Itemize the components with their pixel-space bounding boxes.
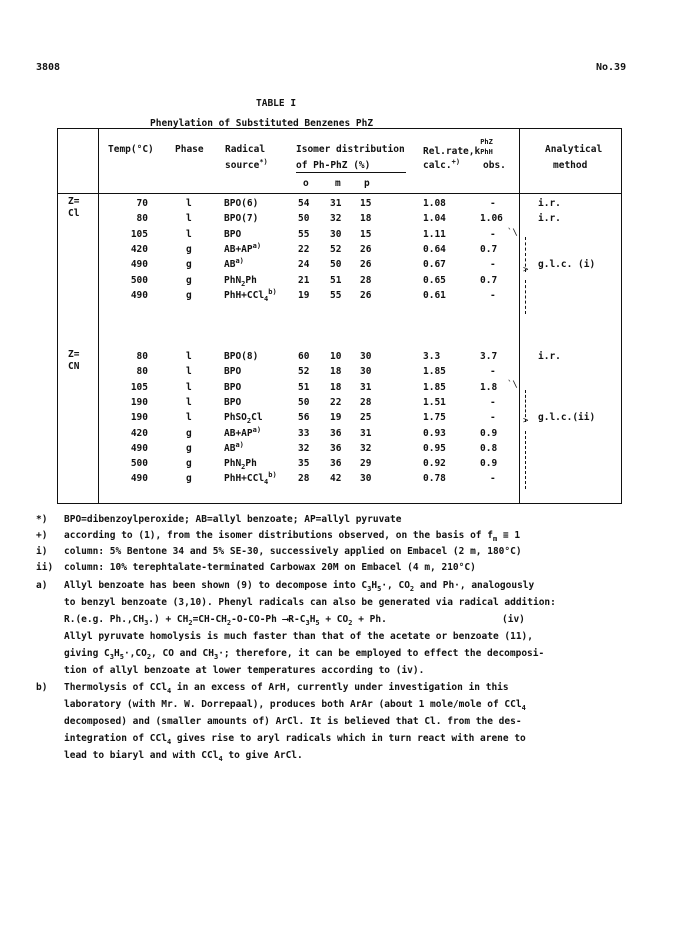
group-cl-label-2: Cl — [68, 208, 80, 219]
cell-calc: 1.75 — [423, 412, 446, 424]
cell-phase: l — [186, 351, 192, 362]
header-obs: obs. — [483, 160, 506, 171]
cell-phase: g — [186, 442, 192, 454]
cell-m: 52 — [330, 243, 342, 255]
footnote-i-mark: i) — [36, 546, 48, 557]
cell-calc: 1.85 — [423, 381, 446, 393]
cell-o: 54 — [298, 198, 310, 209]
group-cl-label-1: Z= — [68, 196, 80, 207]
group-cn-label-1: Z= — [68, 349, 80, 360]
header-relrate: Rel.rate,k PhZ PhH — [423, 138, 493, 157]
cell-calc: 1.04 — [423, 213, 446, 225]
footnote-a-line6: tion of allyl benzoate at lower temperatures according to (iv). — [64, 665, 425, 676]
cell-p: 30 — [360, 351, 372, 362]
cell-o: 50 — [298, 213, 310, 225]
cell-o: 56 — [298, 412, 310, 424]
cell-obs: - — [490, 396, 496, 408]
cell-m: 30 — [330, 228, 342, 240]
cell-method: g.l.c. (i) — [538, 259, 596, 271]
cell-obs: - — [490, 289, 496, 301]
cell-calc: 1.85 — [423, 366, 446, 378]
cell-p: 32 — [360, 442, 372, 454]
cell-phase: g — [186, 274, 192, 286]
brace-top-cl: `\ — [507, 228, 518, 238]
cell-source: BPO — [224, 366, 242, 378]
cell-calc: 3.3 — [423, 351, 441, 362]
cell-source: BPO(6) — [224, 198, 259, 209]
footnote-a-line4: Allyl pyruvate homolysis is much faster than that of the acetate or benzoate (11), — [64, 631, 533, 642]
cell-phase: g — [186, 473, 192, 485]
cell-m: 36 — [330, 442, 342, 454]
cell-o: 28 — [298, 473, 310, 485]
header-isomer-2: of Ph-PhZ (%) — [296, 160, 371, 171]
group-cn-label-2: CN — [68, 361, 80, 372]
cell-obs: 0.9 — [480, 458, 498, 470]
cell-p: 28 — [360, 274, 372, 286]
footnote-b-line3: decomposed) and (smaller amounts of) ArCl. It is believed that Cl. from the des- — [64, 716, 522, 727]
cell-source: PhH+CCl$_4^{b)}$ — [224, 287, 277, 303]
cell-obs: 0.7 — [480, 243, 498, 255]
cell-obs: - — [490, 473, 496, 485]
cell-m: 18 — [330, 381, 342, 393]
cell-method: g.l.c.(ii) — [538, 412, 596, 424]
brace-lower-cn — [525, 431, 526, 489]
cell-o: 55 — [298, 228, 310, 240]
cell-calc: 1.51 — [423, 396, 446, 408]
footnote-ii-text: column: 10% terephtalate-terminated Carbowax 20M on Embacel (4 m, 210°C) — [64, 562, 476, 573]
cell-p: 30 — [360, 473, 372, 485]
footnote-a-line5: giving $C_3H_5\cdot,CO_2$, CO and $CH_3\cdot$; therefore, it can be employed to effect the decomposi- — [64, 648, 545, 661]
cell-calc: 0.67 — [423, 259, 446, 271]
cell-temp: 490 — [130, 442, 148, 454]
cell-o: 32 — [298, 442, 310, 454]
brace-top-cn: `\ — [507, 380, 518, 390]
cell-phase: l — [186, 213, 192, 225]
footnote-a-equation-tag: (iv) — [502, 614, 525, 625]
cell-obs: 0.8 — [480, 442, 498, 454]
cell-calc: 0.95 — [423, 442, 446, 454]
cell-phase: g — [186, 243, 192, 255]
brace-mid-cn: > — [523, 416, 529, 426]
cell-temp: 70 — [136, 198, 148, 209]
cell-phase: l — [186, 381, 192, 393]
cell-temp: 500 — [130, 274, 148, 286]
cell-o: 35 — [298, 458, 310, 470]
cell-o: 50 — [298, 396, 310, 408]
cell-m: 32 — [330, 213, 342, 225]
footnote-star-mark: *) — [36, 514, 48, 525]
cell-source: BPO — [224, 396, 242, 408]
cell-p: 26 — [360, 289, 372, 301]
cell-m: 10 — [330, 351, 342, 362]
footnote-i-text: column: 5% Bentone 34 and 5% SE-30, successively applied on Embacel (2 m, 180°C) — [64, 546, 522, 557]
page-number: 3808 — [36, 62, 61, 73]
cell-temp: 190 — [130, 396, 148, 408]
cell-temp: 420 — [130, 243, 148, 255]
cell-calc: 0.78 — [423, 473, 446, 485]
footnote-b-line5: lead to biaryl and with CCl$_4$ to give ArCl. — [64, 750, 303, 763]
footnote-b-line2: laboratory (with Mr. W. Dorrepaal), produces both ArAr (about 1 mole/mole of CCl$_4$ — [64, 699, 526, 712]
cell-source: AB$^{a)}$ — [224, 440, 244, 454]
cell-p: 26 — [360, 243, 372, 255]
footnote-star-text: BPO=dibenzoylperoxide; AB=allyl benzoate; AP=allyl pyruvate — [64, 514, 402, 525]
cell-phase: g — [186, 458, 192, 470]
cell-temp: 190 — [130, 412, 148, 424]
footnote-ii-mark: ii) — [36, 562, 54, 573]
header-method-1: Analytical — [545, 144, 603, 155]
cell-temp: 490 — [130, 289, 148, 301]
cell-calc: 0.65 — [423, 274, 446, 286]
cell-o: 60 — [298, 351, 310, 362]
cell-phase: l — [186, 412, 192, 424]
z-column-divider — [98, 128, 99, 504]
cell-obs: - — [490, 412, 496, 424]
brace-mid-cl: > — [523, 265, 529, 275]
cell-m: 50 — [330, 259, 342, 271]
cell-o: 52 — [298, 366, 310, 378]
cell-p: 29 — [360, 458, 372, 470]
cell-o: 22 — [298, 243, 310, 255]
cell-m: 36 — [330, 427, 342, 439]
header-calc: calc.+) — [423, 157, 461, 171]
cell-source: BPO(8) — [224, 351, 259, 362]
cell-m: 18 — [330, 366, 342, 378]
header-isomer-1: Isomer distribution — [296, 144, 405, 155]
cell-obs: 1.8 — [480, 381, 498, 393]
cell-source: AB$^{a)}$ — [224, 257, 244, 271]
cell-phase: l — [186, 396, 192, 408]
cell-p: 31 — [360, 381, 372, 393]
cell-method: i.r. — [538, 351, 561, 362]
cell-p: 18 — [360, 213, 372, 225]
footnote-a-line3: R.(e.g. $Ph.,CH_3.) + CH_2=CH-CH_2-O-CO-Ph$ $⟶R-C_3H_5 + CO_2 + Ph$. — [64, 614, 387, 627]
cell-source: $AB+AP^{a)}$ — [224, 425, 262, 439]
cell-obs: 1.06 — [480, 213, 503, 225]
header-iso-o: o — [303, 178, 309, 189]
cell-p: 26 — [360, 259, 372, 271]
cell-obs: - — [490, 228, 496, 240]
cell-m: 19 — [330, 412, 342, 424]
footnote-a-line2: to benzyl benzoate (3,10). Phenyl radicals can also be generated via radical addition: — [64, 597, 556, 608]
cell-source: PhSO$_2$Cl — [224, 412, 263, 426]
header-iso-m: m — [335, 178, 341, 189]
footnote-plus-mark: +) — [36, 530, 48, 541]
cell-p: 30 — [360, 366, 372, 378]
cell-o: 19 — [298, 289, 310, 301]
cell-calc: 1.11 — [423, 228, 446, 240]
cell-temp: 105 — [130, 381, 148, 393]
cell-source: BPO(7) — [224, 213, 259, 225]
footnote-a-line1: Allyl benzoate has been shown (9) to decompose into $C_3H_5\cdot$, $CO_2$ and Ph·, analogously — [64, 580, 535, 593]
cell-o: 24 — [298, 259, 310, 271]
cell-obs: 0.9 — [480, 427, 498, 439]
cell-source: PhH+CCl$_4^{b)}$ — [224, 471, 277, 487]
cell-temp: 490 — [130, 259, 148, 271]
brace-lower-cl — [525, 280, 526, 314]
cell-temp: 105 — [130, 228, 148, 240]
footnote-b-mark: b) — [36, 682, 48, 693]
cell-obs: 0.7 — [480, 274, 498, 286]
cell-m: 31 — [330, 198, 342, 209]
cell-temp: 80 — [136, 366, 148, 378]
footnote-b-line1: Thermolysis of CCl$_4$ in an excess of ArH, currently under investigation in this — [64, 682, 509, 695]
cell-p: 31 — [360, 427, 372, 439]
cell-m: 42 — [330, 473, 342, 485]
cell-calc: 1.08 — [423, 198, 446, 209]
cell-p: 28 — [360, 396, 372, 408]
table-title: Phenylation of Substituted Benzenes PhZ — [150, 118, 374, 129]
method-column-divider — [519, 128, 520, 504]
footnote-b-line4: integration of CCl$_4$ gives rise to aryl radicals which in turn react with arene to — [64, 733, 526, 746]
cell-source: BPO — [224, 381, 242, 393]
footnote-plus-text: according to (1), from the isomer distributions observed, on the basis of $f_m \equiv 1$ — [64, 530, 521, 543]
cell-source: PhN$_2$Ph — [224, 274, 257, 288]
cell-calc: 0.92 — [423, 458, 446, 470]
cell-obs: - — [490, 259, 496, 271]
cell-temp: 80 — [136, 213, 148, 225]
cell-method: i.r. — [538, 213, 561, 225]
cell-method: i.r. — [538, 198, 561, 209]
cell-calc: 0.64 — [423, 243, 446, 255]
cell-temp: 500 — [130, 458, 148, 470]
cell-source: BPO — [224, 228, 242, 240]
cell-o: 51 — [298, 381, 310, 393]
cell-o: 21 — [298, 274, 310, 286]
cell-phase: g — [186, 427, 192, 439]
cell-phase: g — [186, 259, 192, 271]
cell-m: 55 — [330, 289, 342, 301]
cell-p: 15 — [360, 198, 372, 209]
cell-m: 36 — [330, 458, 342, 470]
header-method-2: method — [553, 160, 588, 171]
cell-temp: 420 — [130, 427, 148, 439]
cell-obs: 3.7 — [480, 351, 498, 362]
cell-temp: 490 — [130, 473, 148, 485]
cell-phase: l — [186, 366, 192, 378]
cell-calc: 0.93 — [423, 427, 446, 439]
cell-p: 25 — [360, 412, 372, 424]
cell-phase: l — [186, 198, 192, 209]
cell-temp: 80 — [136, 351, 148, 362]
header-iso-p: p — [364, 178, 370, 189]
cell-obs: - — [490, 366, 496, 378]
header-temp: Temp(°C) — [108, 144, 154, 155]
isomer-subrule — [296, 172, 406, 173]
header-phase: Phase — [175, 144, 204, 155]
header-radical-2: source*) — [225, 157, 268, 171]
journal-issue: No.39 — [596, 62, 627, 73]
table-label: TABLE I — [256, 98, 297, 109]
footnote-a-mark: a) — [36, 580, 48, 591]
cell-phase: l — [186, 228, 192, 240]
cell-source: $AB+AP^{a)}$ — [224, 241, 262, 255]
cell-phase: g — [186, 289, 192, 301]
cell-o: 33 — [298, 427, 310, 439]
header-radical-1: Radical — [225, 144, 266, 155]
cell-p: 15 — [360, 228, 372, 240]
cell-m: 51 — [330, 274, 342, 286]
cell-m: 22 — [330, 396, 342, 408]
cell-calc: 0.61 — [423, 289, 446, 301]
cell-obs: - — [490, 198, 496, 209]
header-rule — [57, 193, 622, 194]
cell-source: PhN$_2$Ph — [224, 458, 257, 471]
